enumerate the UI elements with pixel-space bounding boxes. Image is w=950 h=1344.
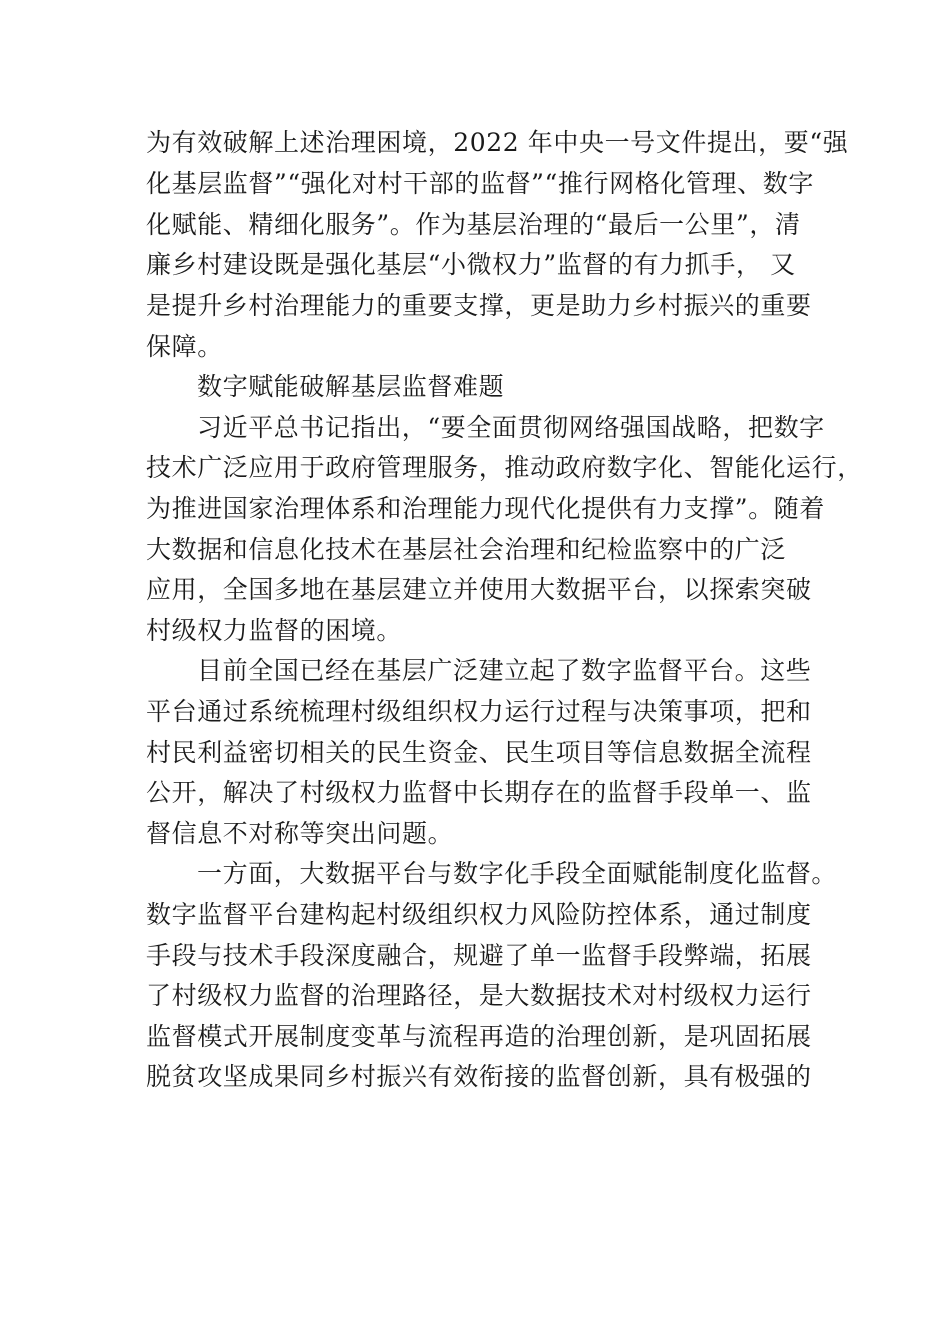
text-line: 应用，全国多地在基层建立并使用大数据平台，以探索突破 [146,575,812,604]
text-line: 目前全国已经在基层广泛建立起了数字监督平台。这些 [197,656,812,685]
text-line: 脱贫攻坚成果同乡村振兴有效衔接的监督创新，具有极强的 [146,1062,812,1091]
text-line: 大数据和信息化技术在基层社会治理和纪检监察中的广泛 [146,535,787,564]
text-line: 公开，解决了村级权力监督中长期存在的监督手段单一、监 [146,778,812,807]
text-line: 督信息不对称等突出问题。 [146,819,454,848]
text-line: 是提升乡村治理能力的重要支撑，更是助力乡村振兴的重要 [146,291,812,320]
text-line: 为有效破解上述治理困境，2022 年中央一号文件提出，要“强 [146,128,849,157]
text-line: 监督模式开展制度变革与流程再造的治理创新，是巩固拓展 [146,1022,812,1051]
text-line: 技术广泛应用于政府管理服务，推动政府数字化、智能化运行， [146,453,863,482]
text-line: 化赋能、精细化服务”。作为基层治理的“最后一公里”，清 [146,210,801,239]
text-line: 手段与技术手段深度融合，规避了单一监督手段弊端，拓展 [146,941,812,970]
text-line: 廉乡村建设既是强化基层“小微权力”监督的有力抓手， 又 [146,250,796,279]
text-line: 保障。 [146,332,223,361]
text-line: 村级权力监督的困境。 [146,616,403,645]
text-line: 平台通过系统梳理村级组织权力运行过程与决策事项，把和 [146,697,812,726]
text-line: 为推进国家治理体系和治理能力现代化提供有力支撑”。随着 [146,494,825,523]
text-line: 习近平总书记指出，“要全面贯彻网络强国战略，把数字 [197,413,825,442]
text-line: 一方面，大数据平台与数字化手段全面赋能制度化监督。 [197,859,838,888]
text-line: 化基层监督”“强化对村干部的监督”“推行网格化管理、数字 [146,169,814,198]
section-heading: 数字赋能破解基层监督难题 [197,372,505,401]
text-line: 村民利益密切相关的民生资金、民生项目等信息数据全流程 [146,738,812,767]
text-line: 了村级权力监督的治理路径，是大数据技术对村级权力运行 [146,981,812,1010]
text-line: 数字监督平台建构起村级组织权力风险防控体系，通过制度 [146,900,812,929]
